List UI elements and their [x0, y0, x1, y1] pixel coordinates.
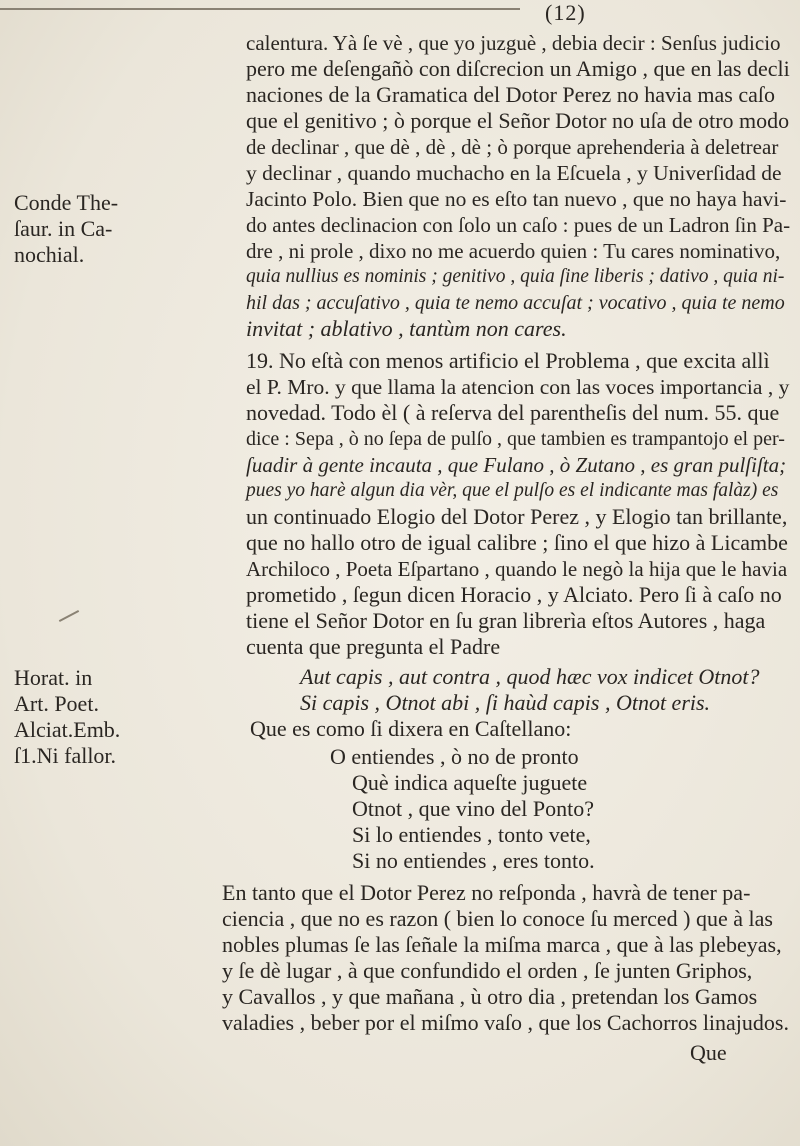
- margin-note: nochial.: [14, 242, 85, 267]
- margin-note: Horat. in: [14, 665, 93, 690]
- text-line: que el genitivo ; ò porque el Señor Dotor no uſa de otro modo: [246, 108, 790, 133]
- margin-note: Art. Poet.: [14, 691, 99, 716]
- text-line: y declinar , quando muchacho en la Eſcuela , y Univerſidad de: [246, 161, 782, 185]
- text-line: calentura. Yà ſe vè , que yo juzguè , debia decir : Senſus judicio: [246, 31, 781, 55]
- verse-intro: Que es como ſi dixera en Caſtellano:: [250, 716, 572, 741]
- text-line: hil das ; accuſativo , quia te nemo accuſat ; vocativo , quia te nemo: [246, 292, 785, 314]
- spanish-verse: Què indica aqueſte juguete: [352, 770, 588, 795]
- text-line: y Cavallos , y que mañana , ù otro dia , pretendan los Gamos: [222, 984, 758, 1009]
- text-line: ſuadir à gente incauta , que Fulano , ò Zutano , es gran pulſiſta;: [246, 453, 787, 477]
- text-line: de declinar , que dè , dè , dè ; ò porque aprehenderia à deletrear: [246, 135, 779, 159]
- spanish-verse: Otnot , que vino del Ponto?: [352, 796, 594, 821]
- text-line: que no hallo otro de igual calibre ; ſino el que hizo à Licambe: [246, 530, 788, 555]
- text-line: prometido , ſegun dicen Horacio , y Alciato. Pero ſi à caſo no: [246, 582, 782, 607]
- text-line: valadies , beber por el miſmo vaſo , que los Cachorros linajudos.: [222, 1010, 789, 1035]
- spanish-verse: O entiendes , ò no de pronto: [330, 744, 579, 769]
- text-line: do antes declinacion con ſolo un caſo : pues de un Ladron ſin Pa-: [246, 213, 791, 237]
- margin-note: Alciat.Emb.: [14, 717, 121, 742]
- text-line: el P. Mro. y que llama la atencion con las voces importancia , y: [246, 375, 790, 399]
- text-line: invitat ; ablativo , tantùm non cares.: [246, 316, 567, 341]
- text-line: cuenta que pregunta el Padre: [246, 634, 501, 659]
- text-line: naciones de la Gramatica del Dotor Perez no havia mas caſo: [246, 82, 775, 107]
- text-line: novedad. Todo èl ( à reſerva del parentheſis del num. 55. que: [246, 400, 780, 425]
- margin-pen-mark: [59, 610, 79, 622]
- spanish-verse: Si no entiendes , eres tonto.: [352, 848, 595, 873]
- text-line: Jacinto Polo. Bien que no es eſto tan nuevo , que no haya havi-: [246, 187, 787, 211]
- text-line: ciencia , que no es razon ( bien lo conoce ſu merced ) que à las: [222, 906, 773, 931]
- text-line: En tanto que el Dotor Perez no reſponda , havrà de tener pa-: [222, 880, 751, 905]
- margin-note: Conde The-: [14, 190, 119, 215]
- text-line: tiene el Señor Dotor en ſu gran librerìa eſtos Autores , haga: [246, 608, 766, 633]
- spanish-verse: Si lo entiendes , tonto vete,: [352, 822, 591, 847]
- text-line: quia nullius es nominis ; genitivo , quia ſine liberis ; dativo , quia ni-: [246, 266, 785, 287]
- text-line: nobles plumas ſe las ſeñale la miſma marca , que à las plebeyas,: [222, 932, 782, 957]
- paragraph-19-start: 19. No eſtà con menos artificio el Problema , que excita allì: [246, 348, 770, 373]
- margin-note: ſ1.Ni fallor.: [14, 743, 117, 768]
- latin-verse: Si capis , Otnot abi , ſi haùd capis , Otnot eris.: [300, 690, 711, 715]
- catchword: Que: [690, 1040, 727, 1065]
- margin-note: ſaur. in Ca-: [14, 216, 113, 241]
- text-line: y ſe dè lugar , à que confundido el orden , ſe junten Griphos,: [222, 958, 753, 983]
- top-rule: [0, 8, 520, 10]
- text-line: Archiloco , Poeta Eſpartano , quando le negò la hija que le havia: [246, 557, 788, 581]
- text-line: dice : Sepa , ò no ſepa de pulſo , que tambien es trampantojo el per-: [246, 428, 785, 450]
- latin-verse: Aut capis , aut contra , quod hæc vox indicet Otnot?: [300, 664, 760, 689]
- text-line: pues yo harè algun dia vèr, que el pulſo es el indicante mas falàz) es: [246, 480, 779, 501]
- text-line: un continuado Elogio del Dotor Perez , y Elogio tan brillante,: [246, 504, 788, 529]
- text-line: pero me deſengañò con diſcrecion un Amigo , que en las decli: [246, 56, 790, 81]
- text-line: dre , ni prole , dixo no me acuerdo quien : Tu cares nominativo,: [246, 239, 781, 263]
- page-number: (12): [545, 0, 586, 25]
